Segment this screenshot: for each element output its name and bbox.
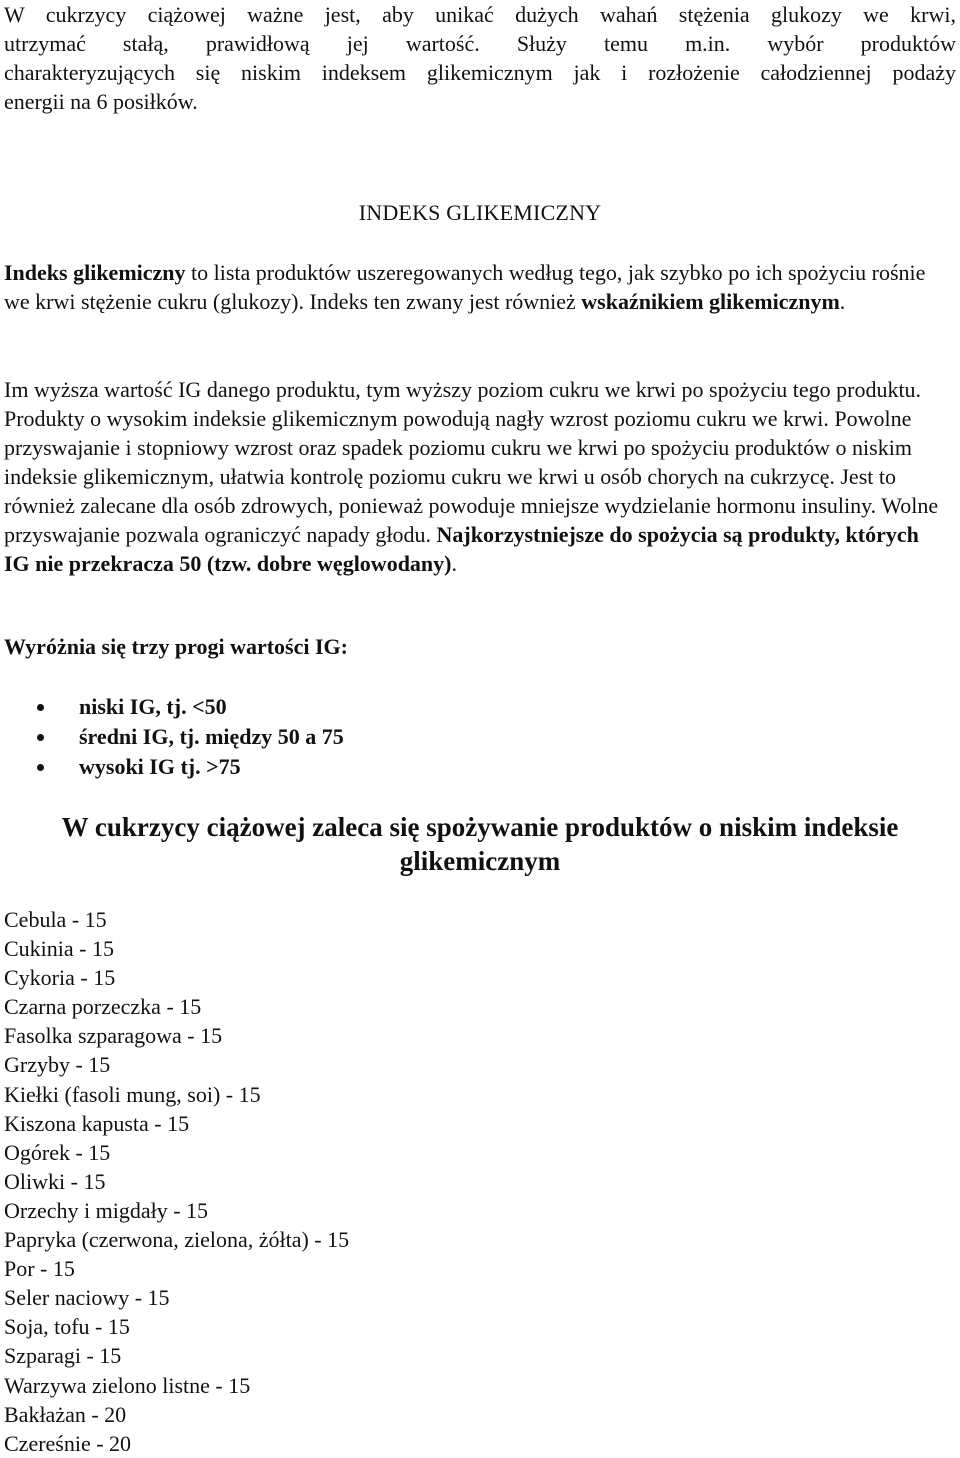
food-item: Por - 15 bbox=[4, 1256, 75, 1282]
food-item: Czereśnie - 20 bbox=[4, 1430, 132, 1456]
food-item: Cukinia - 15 bbox=[4, 936, 114, 962]
intro-line: W cukrzycy ciążowej ważne jest, aby unikać dużych wahań stężenia glukozy we krwi, bbox=[4, 2, 956, 27]
level-label: niski IG, tj. <50 bbox=[79, 694, 227, 719]
ig-levels-list bbox=[4, 692, 344, 782]
level-label: wysoki IG tj. >75 bbox=[79, 754, 241, 779]
food-item: Cebula - 15 bbox=[4, 907, 107, 932]
intro-paragraph bbox=[4, 0, 956, 116]
list-item bbox=[4, 752, 344, 782]
levels-title: Wyróżnia się trzy progi wartości IG: bbox=[4, 634, 348, 659]
food-item: Bakłażan - 20 bbox=[4, 1401, 127, 1427]
explanation-end: . bbox=[451, 551, 457, 576]
bullet-icon bbox=[37, 764, 44, 771]
food-list bbox=[4, 905, 349, 1458]
food-item: Czarna porzeczka - 15 bbox=[4, 994, 202, 1020]
definition-end: . bbox=[839, 289, 846, 314]
section-title: INDEKS GLIKEMICZNY bbox=[358, 200, 602, 225]
food-item: Papryka (czerwona, zielona, żółta) - 15 bbox=[4, 1227, 350, 1253]
food-item: Soja, tofu - 15 bbox=[4, 1314, 130, 1340]
food-item: Orzechy i migdały - 15 bbox=[4, 1197, 209, 1223]
intro-line: charakteryzujących się niskim indeksem glikemicznym jak i rozłożenie całodziennej podaży bbox=[4, 60, 956, 85]
recommendation-title: W cukrzycy ciążowej zaleca się spożywanie produktów o niskim indeksie glikemicznym bbox=[61, 812, 899, 876]
explanation-highlight: Najkorzystniejsze do spożycia są produkty, których IG nie przekracza 50 (tzw. dobre węglowodany) bbox=[4, 522, 919, 576]
food-item: Ogórek - 15 bbox=[4, 1139, 111, 1165]
food-item: Grzyby - 15 bbox=[4, 1052, 111, 1078]
definition-term: Indeks glikemiczny bbox=[4, 260, 186, 285]
explanation-text: Im wyższa wartość IG danego produktu, tym wyższy poziom cukru we krwi po spożyciu tego produktu. Produkty o wysokim indeksie glikemicznym powodują nagły wzrost poziomu cukru we krwi. Powolne przyswajanie i stopniowy wzrost oraz spadek poziomu cukru we krwi po spożyciu produktów o niskim indeksie glikemicznym, ułatwia kontrolę poziomu cukru we krwi u osób chorych na cukrzycę. Jest to również zalecane dla osób zdrowych, ponieważ powoduje mniejsze wydzielanie hormonu insuliny. Wolne przyswajanie pozwala ograniczyć napady głodu. bbox=[4, 377, 939, 547]
food-item: Fasolka szparagowa - 15 bbox=[4, 1023, 223, 1049]
list-item bbox=[4, 692, 344, 722]
level-label: średni IG, tj. między 50 a 75 bbox=[79, 724, 344, 749]
food-item: Kiszona kapusta - 15 bbox=[4, 1110, 190, 1136]
intro-line: energii na 6 posiłków. bbox=[4, 89, 198, 114]
bullet-icon bbox=[37, 734, 44, 741]
food-item: Oliwki - 15 bbox=[4, 1168, 106, 1194]
explanation-paragraph bbox=[4, 375, 944, 578]
definition-synonym: wskaźnikiem glikemicznym bbox=[581, 289, 840, 314]
food-item: Cykoria - 15 bbox=[4, 965, 116, 991]
definition-text: to lista produktów uszeregowanych według tego, jak szybko po ich spożyciu rośnie we krwi stężenie cukru (glukozy). Indeks ten zwany jest również bbox=[4, 260, 926, 314]
intro-line: utrzymać stałą, prawidłową jej wartość. Służy temu m.in. wybór produktów bbox=[4, 31, 956, 56]
food-item: Szparagi - 15 bbox=[4, 1343, 122, 1369]
bullet-icon bbox=[37, 704, 44, 711]
food-item: Seler naciowy - 15 bbox=[4, 1285, 170, 1311]
food-item: Warzywa zielono listne - 15 bbox=[4, 1372, 251, 1398]
definition-paragraph bbox=[4, 258, 944, 316]
food-item: Kiełki (fasoli mung, soi) - 15 bbox=[4, 1081, 261, 1107]
list-item bbox=[4, 722, 344, 752]
